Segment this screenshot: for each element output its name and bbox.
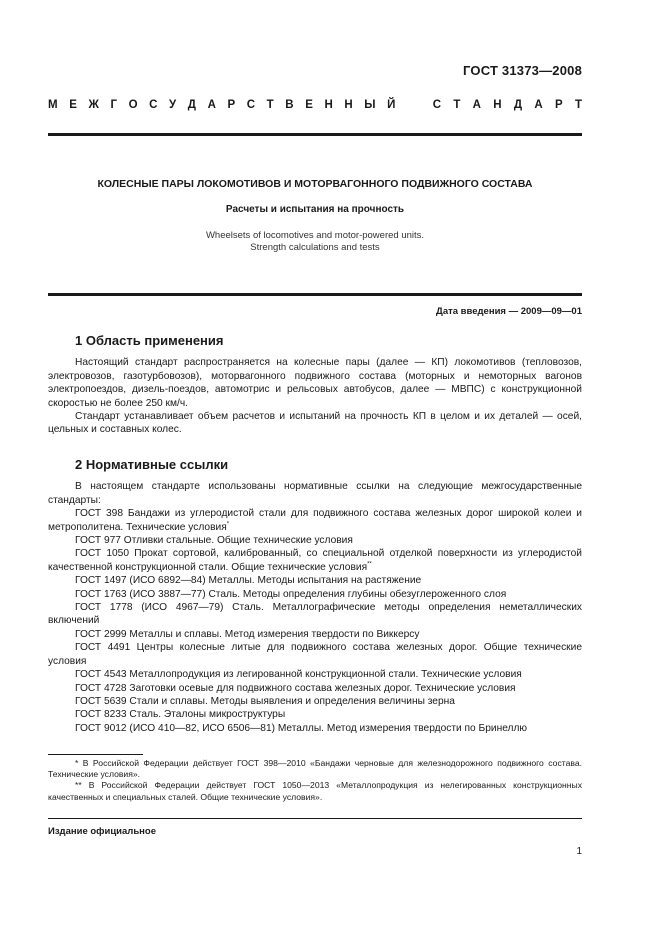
scope-paragraph-2: Стандарт устанавливает объем расчетов и испытаний на прочность КП в целом и их деталей — осей, цельных и составных колес. bbox=[48, 411, 582, 436]
section-normative-references bbox=[48, 458, 582, 735]
effective-date: Дата введения — 2009—09—01 bbox=[436, 306, 582, 317]
banner-letter: О bbox=[128, 99, 138, 111]
reference-item bbox=[48, 708, 582, 721]
reference-list bbox=[48, 507, 582, 735]
reference-item bbox=[48, 695, 582, 708]
banner-letter: С bbox=[246, 99, 256, 111]
reference-item bbox=[48, 507, 582, 534]
reference-text: ГОСТ 977 Отливки стальные. Общие технические условия bbox=[75, 535, 353, 547]
reference-item bbox=[48, 534, 582, 547]
reference-item bbox=[48, 628, 582, 641]
footnotes bbox=[48, 758, 582, 803]
reference-item bbox=[48, 668, 582, 681]
top-divider bbox=[48, 133, 582, 136]
reference-item bbox=[48, 722, 582, 735]
reference-text: ГОСТ 1497 (ИСО 6892—84) Металлы. Методы испытания на растяжение bbox=[75, 575, 422, 587]
footnote-mark: * bbox=[226, 521, 230, 528]
banner-letter: С bbox=[432, 99, 442, 111]
banner-letter: У bbox=[169, 99, 177, 111]
banner-letter: Р bbox=[227, 99, 236, 111]
reference-item bbox=[48, 588, 582, 601]
reference-text: ГОСТ 4728 Заготовки осевые для подвижного состава железных дорог. Технические условия bbox=[75, 682, 516, 694]
banner-letter: Д bbox=[187, 99, 196, 111]
banner-letter: С bbox=[149, 99, 158, 111]
banner-letter: А bbox=[472, 99, 481, 111]
page-number: 1 bbox=[576, 846, 582, 857]
banner-letter: Т bbox=[574, 99, 582, 111]
banner-word-interstate bbox=[48, 99, 395, 111]
document-code: ГОСТ 31373—2008 bbox=[463, 63, 582, 78]
english-title-line-1: Wheelsets of locomotives and motor-powered units. bbox=[205, 230, 425, 241]
banner-letter: Т bbox=[266, 99, 274, 111]
edition-label: Издание официальное bbox=[48, 826, 156, 837]
banner-letter: Н bbox=[324, 99, 333, 111]
title-divider bbox=[48, 293, 582, 296]
document-title: КОЛЕСНЫЕ ПАРЫ ЛОКОМОТИВОВ И МОТОРВАГОННОГО ПОДВИЖНОГО СОСТАВА bbox=[97, 178, 533, 190]
reference-text: ГОСТ 1050 Прокат сортовой, калиброванный, со специальной отделкой поверхности из углеродистой качественной конструкционной стали. Общие технические условия bbox=[48, 548, 582, 573]
banner-letter: Р bbox=[555, 99, 563, 111]
banner-letter: Г bbox=[110, 99, 117, 111]
reference-item bbox=[48, 641, 582, 668]
references-intro: В настоящем стандарте использованы нормативные ссылки на следующие межгосударственные стандарты: bbox=[48, 481, 582, 506]
footnote-item: ** В Российской Федерации действует ГОСТ 1050—2013 «Металлопродукция из нелегированных конструкционных качественных и специальных сталей. Общие технические условия». bbox=[48, 780, 582, 802]
banner-letter: В bbox=[285, 99, 294, 111]
section-2-heading: 2 Нормативные ссылки bbox=[75, 457, 229, 472]
footnote-mark: ** bbox=[367, 561, 372, 568]
reference-text: ГОСТ 1763 (ИСО 3887—77) Сталь. Методы определения глубины обезуглероженного слоя bbox=[75, 588, 507, 600]
standard-banner bbox=[48, 99, 582, 111]
reference-text: ГОСТ 4491 Центры колесные литые для подвижного состава железных дорог. Общие технические условия bbox=[48, 642, 582, 667]
banner-letter: Й bbox=[387, 99, 396, 111]
banner-letter: М bbox=[48, 99, 58, 111]
reference-item bbox=[48, 547, 582, 574]
reference-text: ГОСТ 9012 (ИСО 410—82, ИСО 6506—81) Металлы. Метод измерения твердости по Бринеллю bbox=[75, 722, 528, 734]
reference-text: ГОСТ 1778 (ИСО 4967—79) Сталь. Металлографические методы определения неметаллических включений bbox=[48, 602, 582, 627]
bottom-divider bbox=[48, 818, 582, 819]
reference-item bbox=[48, 682, 582, 695]
footnote-item: * В Российской Федерации действует ГОСТ 398—2010 «Бандажи черновые для железнодорожного подвижного состава. Технические условия». bbox=[48, 758, 582, 780]
banner-letter: Н bbox=[493, 99, 502, 111]
reference-text: ГОСТ 4543 Металлопродукция из легированной конструкционной стали. Технические условия bbox=[75, 669, 522, 681]
reference-text: ГОСТ 5639 Стали и сплавы. Методы выявления и определения величины зерна bbox=[75, 695, 455, 707]
section-1-heading: 1 Область применения bbox=[75, 333, 224, 348]
banner-letter: Ы bbox=[364, 99, 376, 111]
banner-letter: Н bbox=[344, 99, 353, 111]
english-title-line-2: Strength calculations and tests bbox=[250, 242, 380, 253]
reference-text: ГОСТ 2999 Металлы и сплавы. Метод измерения твердости по Виккерсу bbox=[75, 628, 420, 640]
banner-letter: А bbox=[534, 99, 543, 111]
banner-letter: Ж bbox=[88, 99, 99, 111]
banner-letter: Т bbox=[453, 99, 461, 111]
reference-text: ГОСТ 398 Бандажи из углеродистой стали для подвижного состава железных дорог широкой колеи и метрополитена. Технические условия bbox=[48, 508, 582, 533]
section-scope bbox=[48, 334, 582, 437]
english-title bbox=[48, 230, 582, 254]
reference-text: ГОСТ 8233 Сталь. Эталоны микроструктуры bbox=[75, 709, 286, 721]
banner-letter: Е bbox=[305, 99, 313, 111]
banner-letter: А bbox=[207, 99, 216, 111]
scope-paragraph-1: Настоящий стандарт распространяется на колесные пары (далее — КП) локомотивов (тепловозов, электровозов, газотурбовозов), моторвагонного подвижного состава (моторных и немоторных вагонов электропоездов, дизель-поездов, автомотрис и рельсовых автобусов, далее — МВПС) с конструкционной скоростью не более 250 км/ч. bbox=[48, 357, 582, 409]
document-subtitle: Расчеты и испытания на прочность bbox=[225, 204, 405, 215]
footnote-divider bbox=[48, 754, 143, 755]
banner-word-standard bbox=[433, 99, 582, 111]
banner-letter: Е bbox=[69, 99, 77, 111]
reference-item bbox=[48, 574, 582, 587]
reference-item bbox=[48, 601, 582, 628]
banner-letter: Д bbox=[513, 99, 523, 111]
